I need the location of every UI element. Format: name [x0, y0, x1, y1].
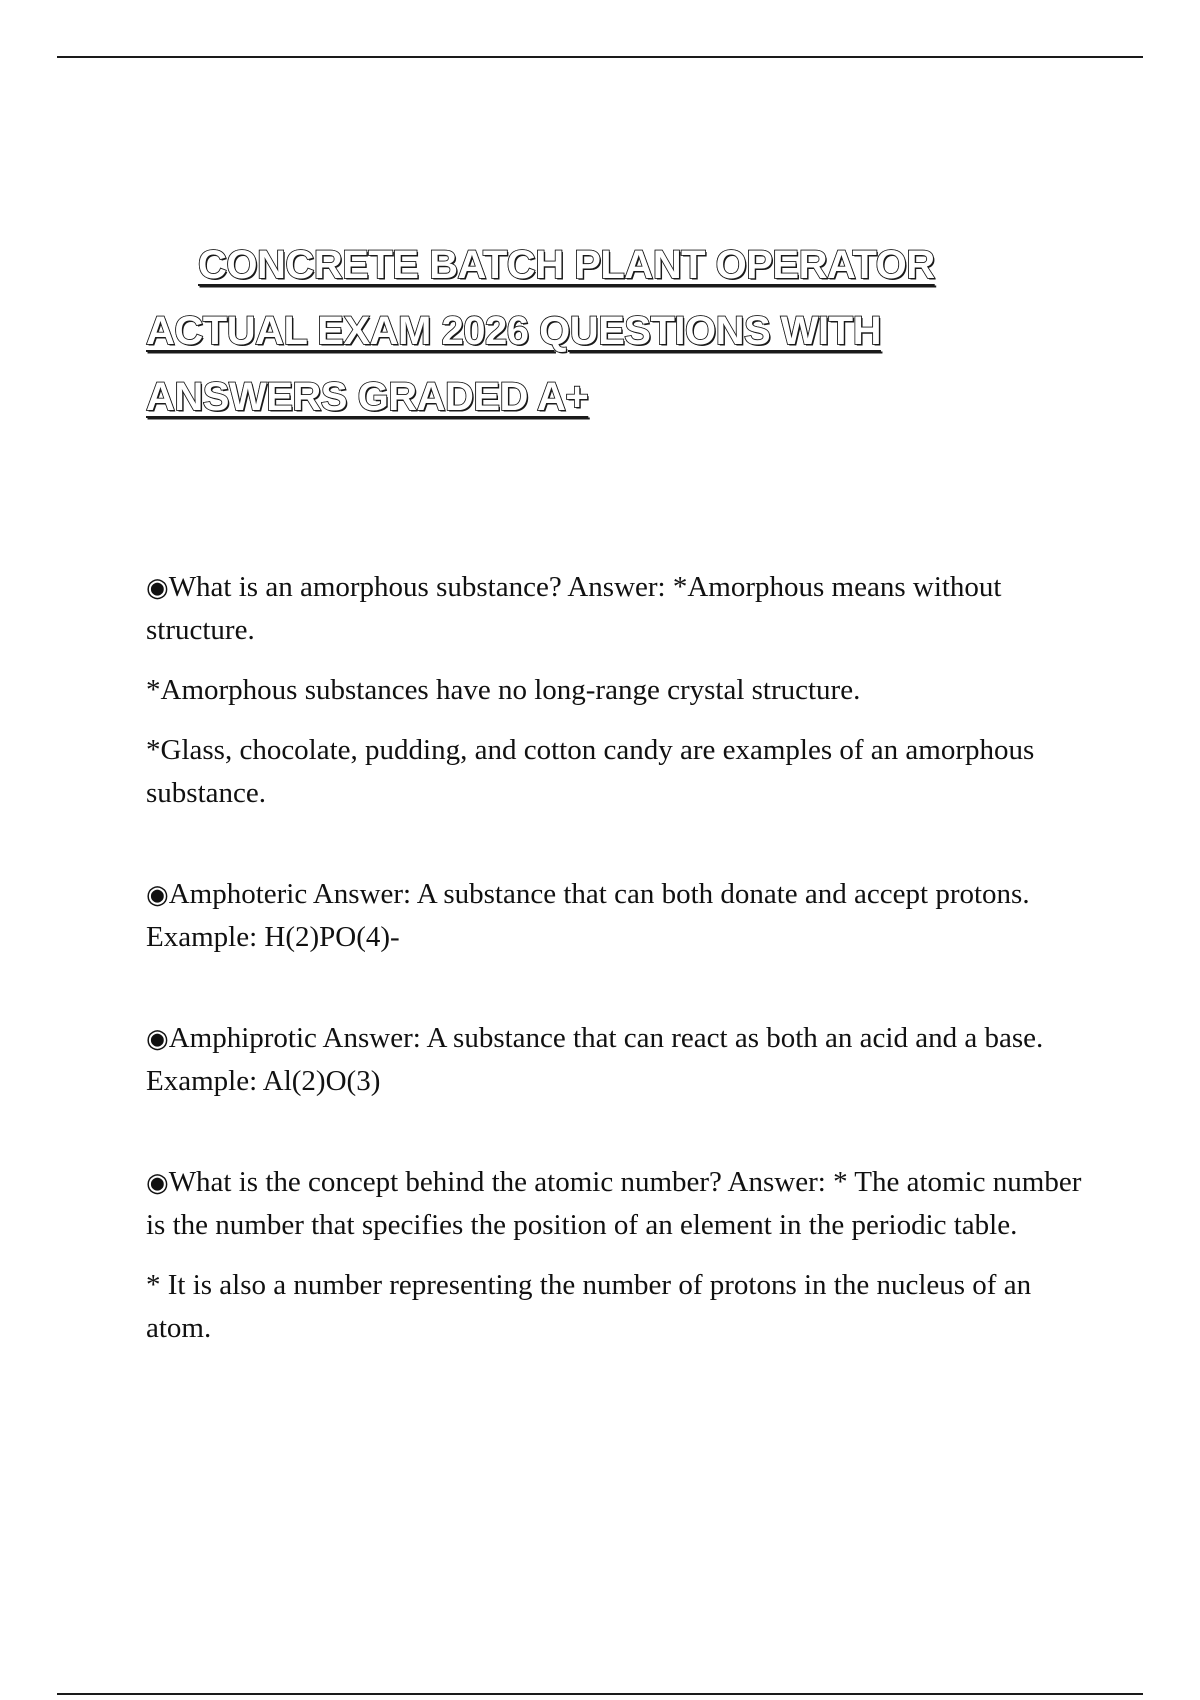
bullet-icon: ◉ — [146, 1168, 169, 1197]
qa-list — [146, 566, 1096, 1367]
bullet-icon: ◉ — [146, 573, 169, 602]
bullet-icon: ◉ — [146, 880, 169, 909]
qa-paragraph: ◉What is an amorphous substance? Answer: *Amorphous means without structure. — [146, 571, 1002, 646]
qa-paragraph: * It is also a number representing the number of protons in the nucleus of an atom. — [146, 1269, 1032, 1344]
qa-paragraph: ◉Amphiprotic Answer: A substance that can react as both an acid and a base. Example: Al(2)O(3) — [146, 1022, 1044, 1097]
title-line-3: ANSWERS GRADED A+ — [146, 375, 589, 419]
qa-item-amorphous — [146, 566, 1096, 815]
bullet-icon: ◉ — [146, 1024, 169, 1053]
bottom-rule — [57, 1693, 1143, 1695]
qa-paragraph: *Amorphous substances have no long-range crystal structure. — [146, 674, 861, 706]
qa-item-amphoteric — [146, 873, 1096, 959]
qa-item-amphiprotic — [146, 1017, 1096, 1103]
top-rule — [57, 56, 1143, 58]
qa-item-atomic-number — [146, 1161, 1096, 1350]
qa-paragraph: ◉What is the concept behind the atomic number? Answer: * The atomic number is the number that specifies the position of an element in the periodic table. — [146, 1166, 1082, 1241]
qa-paragraph: ◉Amphoteric Answer: A substance that can both donate and accept protons. Example: H(2)PO(4)- — [146, 878, 1030, 953]
document-title — [146, 232, 1086, 430]
title-line-2: ACTUAL EXAM 2026 QUESTIONS WITH — [146, 309, 881, 353]
qa-paragraph: *Glass, chocolate, pudding, and cotton candy are examples of an amorphous substance. — [146, 734, 1035, 809]
title-line-1: CONCRETE BATCH PLANT OPERATOR — [198, 243, 935, 287]
